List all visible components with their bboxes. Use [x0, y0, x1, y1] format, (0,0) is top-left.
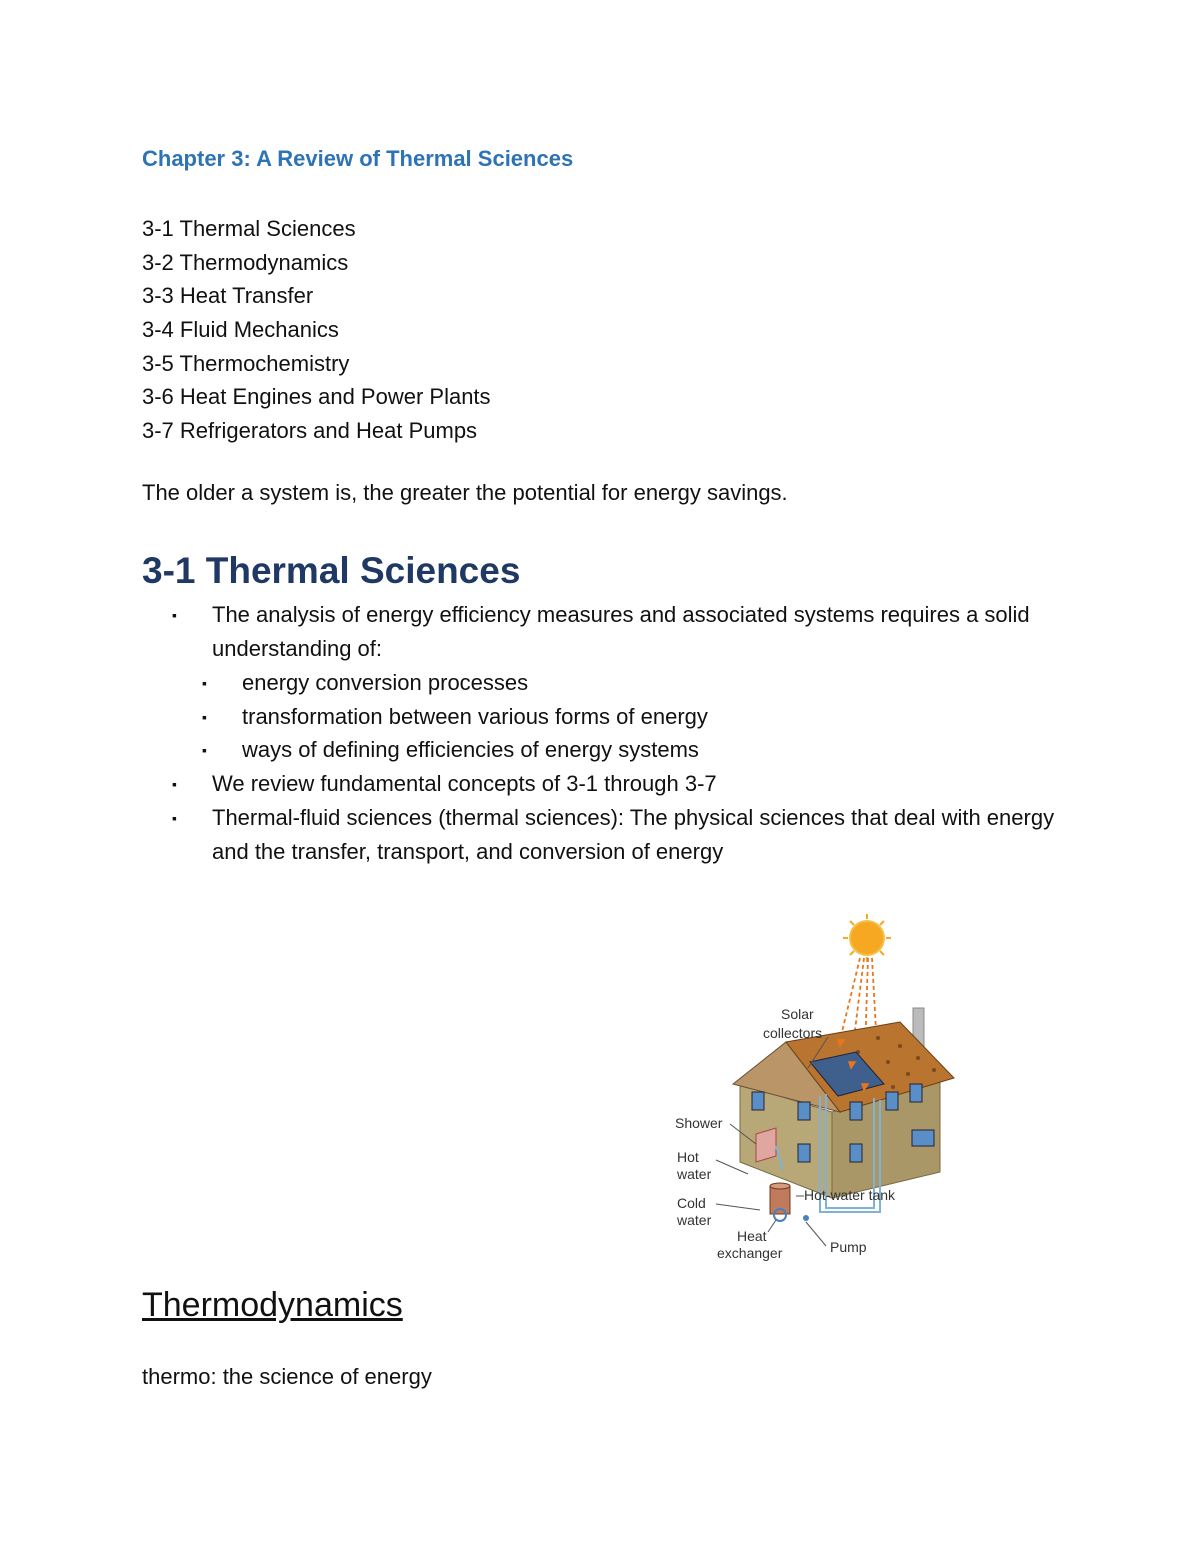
- toc-item: 3-4 Fluid Mechanics: [142, 317, 339, 343]
- sub-bullet-list: [172, 666, 1072, 767]
- figure-label-exchanger: exchanger: [717, 1245, 783, 1261]
- sun-icon: [843, 914, 891, 962]
- thermodynamics-definition: thermo: the science of energy: [142, 1364, 432, 1389]
- solar-water-heating-figure: [668, 912, 958, 1262]
- bullet-icon: ▪: [172, 607, 177, 623]
- sub-bullet-text: energy conversion processes: [242, 670, 529, 695]
- figure-label-hot: Hot: [677, 1149, 699, 1165]
- figure-label-pump: Pump: [830, 1239, 867, 1255]
- bullet-icon: ▪: [202, 708, 207, 725]
- figure-label-shower: Shower: [675, 1115, 723, 1131]
- bullet-text: The analysis of energy efficiency measures and associated systems requires a solid understanding of:: [212, 602, 1030, 661]
- sub-bullet-text: ways of defining efficiencies of energy systems: [242, 737, 699, 762]
- sub-bullet-item: [172, 700, 1072, 734]
- bullet-icon: ▪: [202, 742, 207, 758]
- sub-bullet-group: [172, 666, 1072, 767]
- bullet-icon: ▪: [202, 675, 207, 691]
- bullet-item: [172, 767, 1072, 801]
- intro-sentence: The older a system is, the greater the potential for energy savings.: [142, 480, 788, 505]
- bullet-icon: ▪: [172, 809, 177, 826]
- bullet-list: [172, 598, 1072, 869]
- toc-item: 3-3 Heat Transfer: [142, 283, 314, 309]
- figure-label-cold: Cold: [677, 1195, 706, 1211]
- toc-item: 3-1 Thermal Sciences: [142, 216, 356, 241]
- section-heading-thermal-sciences: 3-1 Thermal Sciences: [142, 550, 521, 591]
- bullet-text: Thermal-fluid sciences (thermal sciences): The physical sciences that deal with energy and the transfer, transport, and conversion of energy: [212, 804, 1055, 864]
- section-heading-thermodynamics: Thermodynamics: [142, 1286, 403, 1324]
- toc-item: 3-5 Thermochemistry: [142, 350, 350, 376]
- figure-label-solar: Solar: [781, 1006, 814, 1022]
- bullet-text: We review fundamental concepts of 3-1 through 3-7: [212, 770, 717, 796]
- toc-item: 3-6 Heat Engines and Power Plants: [142, 384, 491, 410]
- figure-label-tank: Hot-water tank: [804, 1187, 896, 1203]
- sub-bullet-item: [172, 666, 1072, 700]
- shower-unit: [756, 1128, 776, 1162]
- pump-icon: [803, 1215, 809, 1221]
- toc-item: 3-2 Thermodynamics: [142, 249, 349, 275]
- table-of-contents: [142, 212, 491, 448]
- toc-item: 3-7 Refrigerators and Heat Pumps: [142, 418, 478, 444]
- figure-label-hot-water: water: [677, 1166, 712, 1182]
- figure-label-collectors: collectors: [763, 1025, 823, 1041]
- bullet-item: [172, 801, 1072, 869]
- sub-bullet-text: transformation between various forms of energy: [242, 703, 708, 729]
- figure-label-heat: Heat: [737, 1228, 767, 1244]
- figure-label-cold-water: water: [677, 1212, 712, 1228]
- chapter-title: Chapter 3: A Review of Thermal Sciences: [142, 146, 574, 171]
- bullet-item: [172, 598, 1072, 666]
- sub-bullet-item: [172, 733, 1072, 767]
- bullet-icon: ▪: [172, 775, 177, 792]
